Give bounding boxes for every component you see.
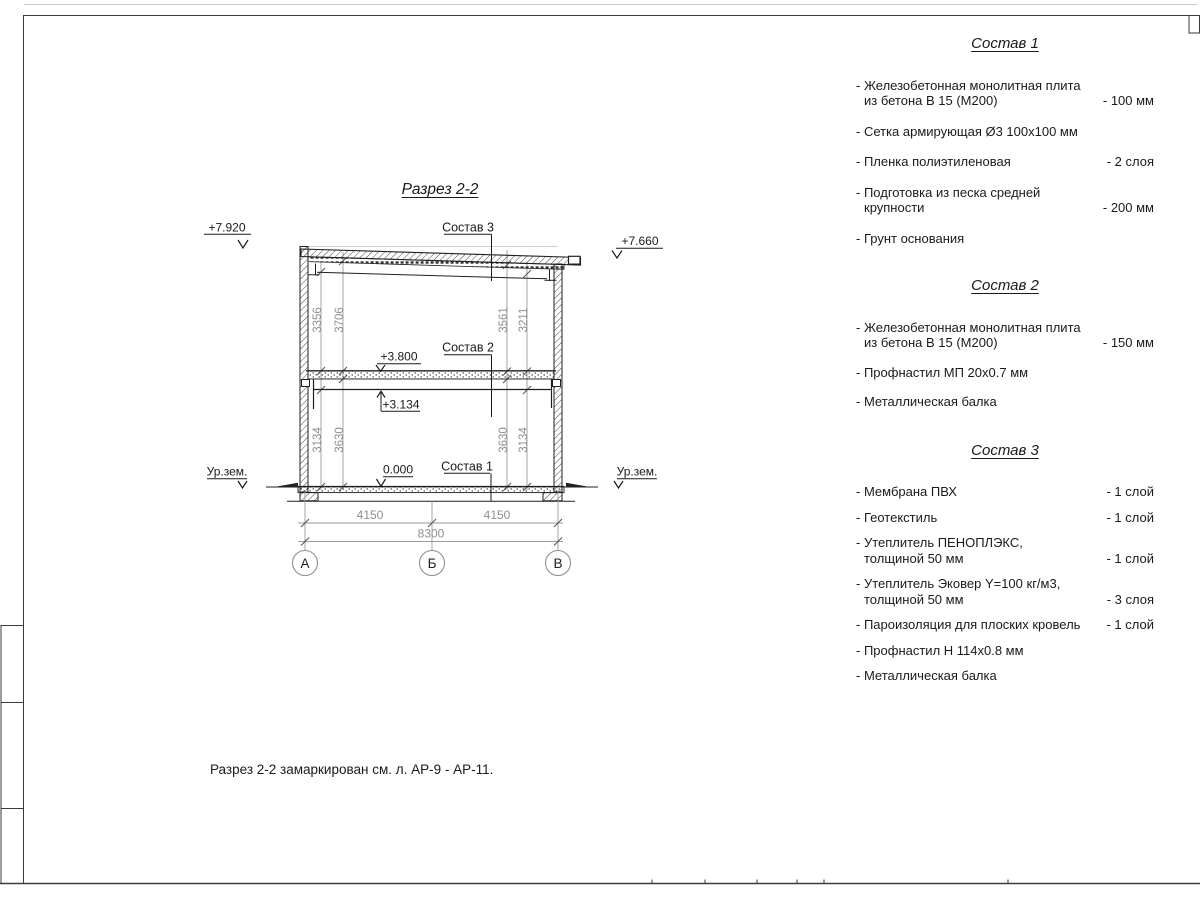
spec-item (856, 365, 1154, 381)
level-arrow-icon (612, 251, 622, 259)
dim-lower-4: 3134 (518, 427, 530, 453)
spec-item (856, 535, 1154, 566)
axis-letter-b: Б (427, 556, 437, 571)
spec-item-name: - Профнастил Н 114x0.8 мм (856, 642, 1024, 658)
ground-slab (298, 487, 564, 493)
footing-left (300, 493, 318, 501)
drawing-title: Разрез 2-2 (401, 181, 479, 198)
spec-section (856, 443, 1154, 684)
spec-item (856, 154, 1154, 170)
left-wall (300, 247, 308, 493)
elevation-zero: 0.000 (382, 462, 414, 477)
leader-label-sostav2: Состав 2 (442, 340, 494, 355)
spec-item (856, 643, 1154, 659)
title-block-ticks (652, 880, 1008, 884)
axis-letter-a: А (300, 556, 310, 571)
spec-section (856, 278, 1154, 410)
vertical-dimension-lines (321, 250, 527, 490)
spec-item (856, 617, 1154, 633)
spec-item-value: - 3 слоя (1106, 591, 1154, 607)
roof-edge-cap (569, 256, 581, 264)
spec-section-title: Состав 3 (971, 441, 1039, 459)
axis-bubbles (293, 551, 571, 576)
spec-item-name: - Металлическая балка (856, 668, 997, 683)
spec-item (856, 231, 1154, 247)
spec-item-value: - 200 мм (1102, 200, 1154, 215)
spec-item (856, 484, 1154, 500)
spec-item-name: - Утеплитель ПЕНОПЛЭКС, толщиной 50 мм (856, 535, 1023, 566)
spec-item (856, 124, 1154, 140)
floor2-corbel-left (302, 380, 310, 387)
frame-corner-cell (1189, 16, 1200, 34)
ground-level-label-right: Ур.зем. (616, 464, 658, 479)
level-arrow-icon (238, 481, 247, 488)
dim-upper-4: 3211 (518, 307, 530, 333)
spec-item-value: - 100 мм (1102, 93, 1154, 108)
dim-span-right: 4150 (483, 508, 511, 522)
spec-section (856, 36, 1154, 246)
dim-upper-1: 3356 (312, 307, 324, 333)
roof-beam-bracket-left (308, 264, 320, 276)
vertical-dimension-labels (312, 307, 530, 453)
spec-item-name: - Подготовка из песка средней крупности (856, 184, 1041, 215)
horizontal-dimension-labels (357, 508, 511, 541)
ground-wedge-right (566, 483, 590, 487)
spec-item (856, 78, 1154, 109)
roof-underside (317, 272, 547, 279)
spec-section-title: Состав 1 (971, 35, 1039, 52)
building-section (266, 247, 598, 502)
level-arrow-icon (238, 240, 248, 248)
spec-item (856, 185, 1154, 216)
spec-item (856, 320, 1154, 351)
elevation-beam: +3.134 (382, 397, 420, 412)
axis-letter-v: В (553, 556, 563, 571)
spec-item-name: - Сетка армирующая Ø3 100x100 мм (856, 123, 1078, 139)
spec-item-value: - 1 слой (1106, 509, 1154, 525)
dim-lower-2: 3630 (334, 427, 346, 453)
elevation-roof-left: +7.920 (208, 220, 246, 235)
spec-item-name: - Металлическая балка (856, 394, 997, 409)
dim-span-left: 4150 (356, 508, 384, 522)
spec-item-name: - Железобетонная монолитная плита из бетона В 15 (М200) (856, 77, 1081, 108)
spec-item (856, 576, 1154, 607)
leader-label-sostav1: Состав 1 (441, 459, 493, 474)
ground-wedge-left (274, 483, 298, 487)
spec-item-value: - 2 слоя (1106, 154, 1154, 169)
footing-right (543, 493, 562, 501)
floor2-corbel-right (553, 380, 561, 387)
spec-item-name: - Утеплитель Эковер Y=100 кг/м3, толщиной 50 мм (856, 576, 1061, 607)
level-arrow-icon (377, 479, 386, 486)
dim-upper-2: 3706 (334, 307, 346, 333)
spec-item (856, 510, 1154, 526)
spec-item-name: - Железобетонная монолитная плита из бетона В 15 (М200) (856, 319, 1081, 350)
spec-item-name: - Профнастил МП 20x0.7 мм (856, 364, 1029, 380)
dim-lower-3: 3630 (498, 427, 510, 453)
spec-item-name: - Пленка полиэтиленовая (856, 154, 1011, 169)
elevation-roof-right: +7.660 (621, 234, 659, 248)
sheet-note: Разрез 2-2 замаркирован см. л. АР-9 - АР-11. (210, 762, 494, 777)
spec-sections (856, 36, 1154, 694)
spec-item (856, 394, 1154, 410)
spec-item-value: - 1 слой (1106, 484, 1154, 499)
dim-total: 8300 (417, 526, 445, 541)
dim-upper-3: 3561 (498, 307, 510, 333)
spec-item-name: - Геотекстиль (856, 509, 938, 525)
spec-item-value: - 1 слой (1106, 617, 1154, 632)
level-arrow-icon (614, 481, 623, 488)
spec-section-title: Состав 2 (971, 277, 1039, 294)
spec-item-name: - Пароизоляция для плоских кровель (856, 617, 1081, 632)
spec-item-name: - Мембрана ПВХ (856, 484, 957, 499)
floor2-slab (308, 371, 554, 379)
leader-label-sostav3: Состав 3 (442, 220, 494, 235)
dim-lower-1: 3134 (312, 427, 324, 453)
elevation-floor2: +3.800 (380, 349, 418, 364)
spec-item-value: - 150 мм (1102, 335, 1154, 350)
spec-item-value: - 1 слой (1106, 550, 1154, 566)
spec-item (856, 668, 1154, 684)
ground-level-label-left: Ур.зем. (206, 464, 248, 479)
right-wall (554, 264, 562, 492)
spec-item-name: - Грунт основания (856, 230, 965, 246)
